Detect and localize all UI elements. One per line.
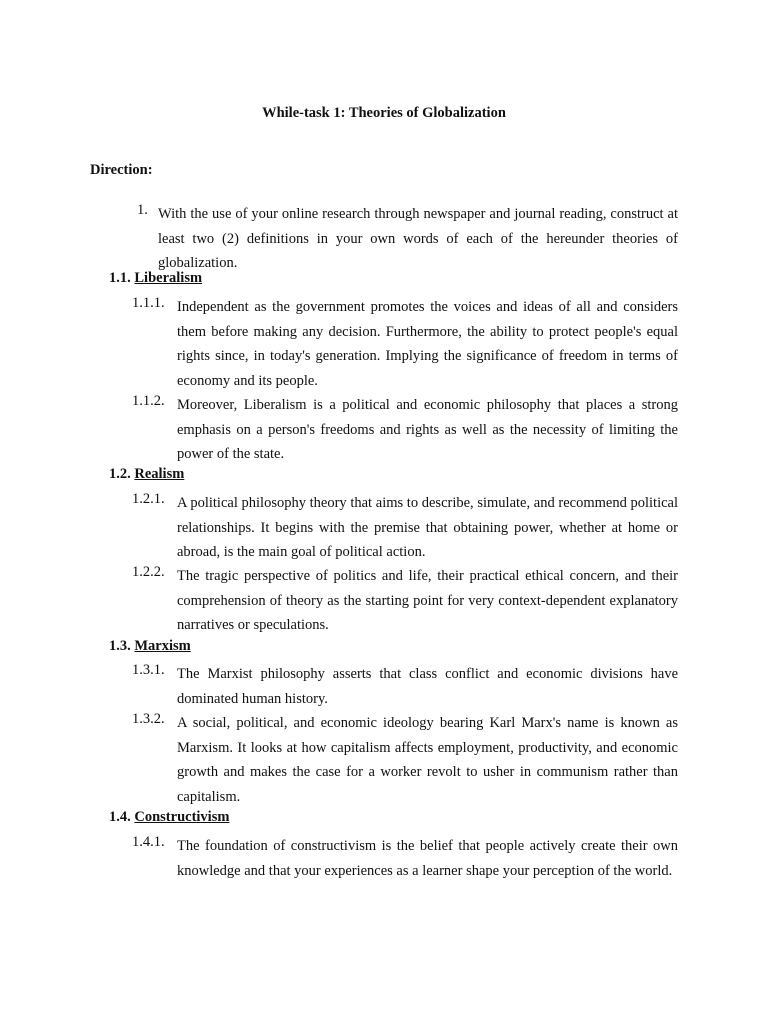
item-number: 1.1.2. [132, 393, 165, 409]
section-heading-realism [109, 466, 184, 483]
section-number: 1.3. [109, 638, 131, 654]
instruction-number: 1. [137, 202, 148, 218]
item-text: The foundation of constructivism is the belief that people actively create their own knowledge and that your experiences as a learner shape your perception of the world. [177, 838, 678, 879]
section-heading-liberalism [109, 270, 202, 287]
item-text: A social, political, and economic ideology bearing Karl Marx's name is known as Marxism. It looks at how capitalism affects employment, productivity, and economic growth and makes the case for a worker revolt to usher in communism rather than capitalism. [177, 715, 678, 805]
section-number: 1.2. [109, 466, 131, 482]
section-heading-constructivism [109, 809, 229, 826]
item-number: 1.1.1. [132, 295, 165, 311]
section-title: Liberalism [134, 270, 203, 286]
item-text: The tragic perspective of politics and life, their practical ethical concern, and their comprehension of theory as the starting point for very context-dependent explanatory narratives or speculations. [177, 568, 678, 633]
direction-label: Direction: [90, 162, 153, 178]
item-text: Moreover, Liberalism is a political and economic philosophy that places a strong emphasis on a person's freedoms and rights as well as the necessity of limiting the power of the state. [177, 397, 678, 462]
instruction-text: With the use of your online research through newspaper and journal reading, construct at least two (2) definitions in your own words of each of the hereunder theories of globalization. [158, 206, 678, 271]
item-text: The Marxist philosophy asserts that class conflict and economic divisions have dominated human history. [177, 666, 678, 707]
item-number: 1.3.2. [132, 711, 165, 727]
item-number: 1.3.1. [132, 662, 165, 678]
item-number: 1.2.2. [132, 564, 165, 580]
section-heading-marxism [109, 638, 191, 655]
section-number: 1.1. [109, 270, 131, 286]
item-text: A political philosophy theory that aims to describe, simulate, and recommend political relationships. It begins with the premise that obtaining power, whether at home or abroad, is the main goal of political action. [177, 495, 678, 560]
document-title: While-task 1: Theories of Globalization [262, 105, 506, 121]
section-title: Realism [134, 466, 185, 482]
item-text: Independent as the government promotes the voices and ideas of all and considers them before making any decision. Furthermore, the ability to protect people's equal rights since, in today's generation. Implying the significance of freedom in terms of economy and its people. [177, 299, 678, 389]
item-number: 1.4.1. [132, 834, 165, 850]
section-number: 1.4. [109, 809, 131, 825]
section-title: Marxism [134, 638, 191, 654]
section-title: Constructivism [134, 809, 230, 825]
item-number: 1.2.1. [132, 491, 165, 507]
